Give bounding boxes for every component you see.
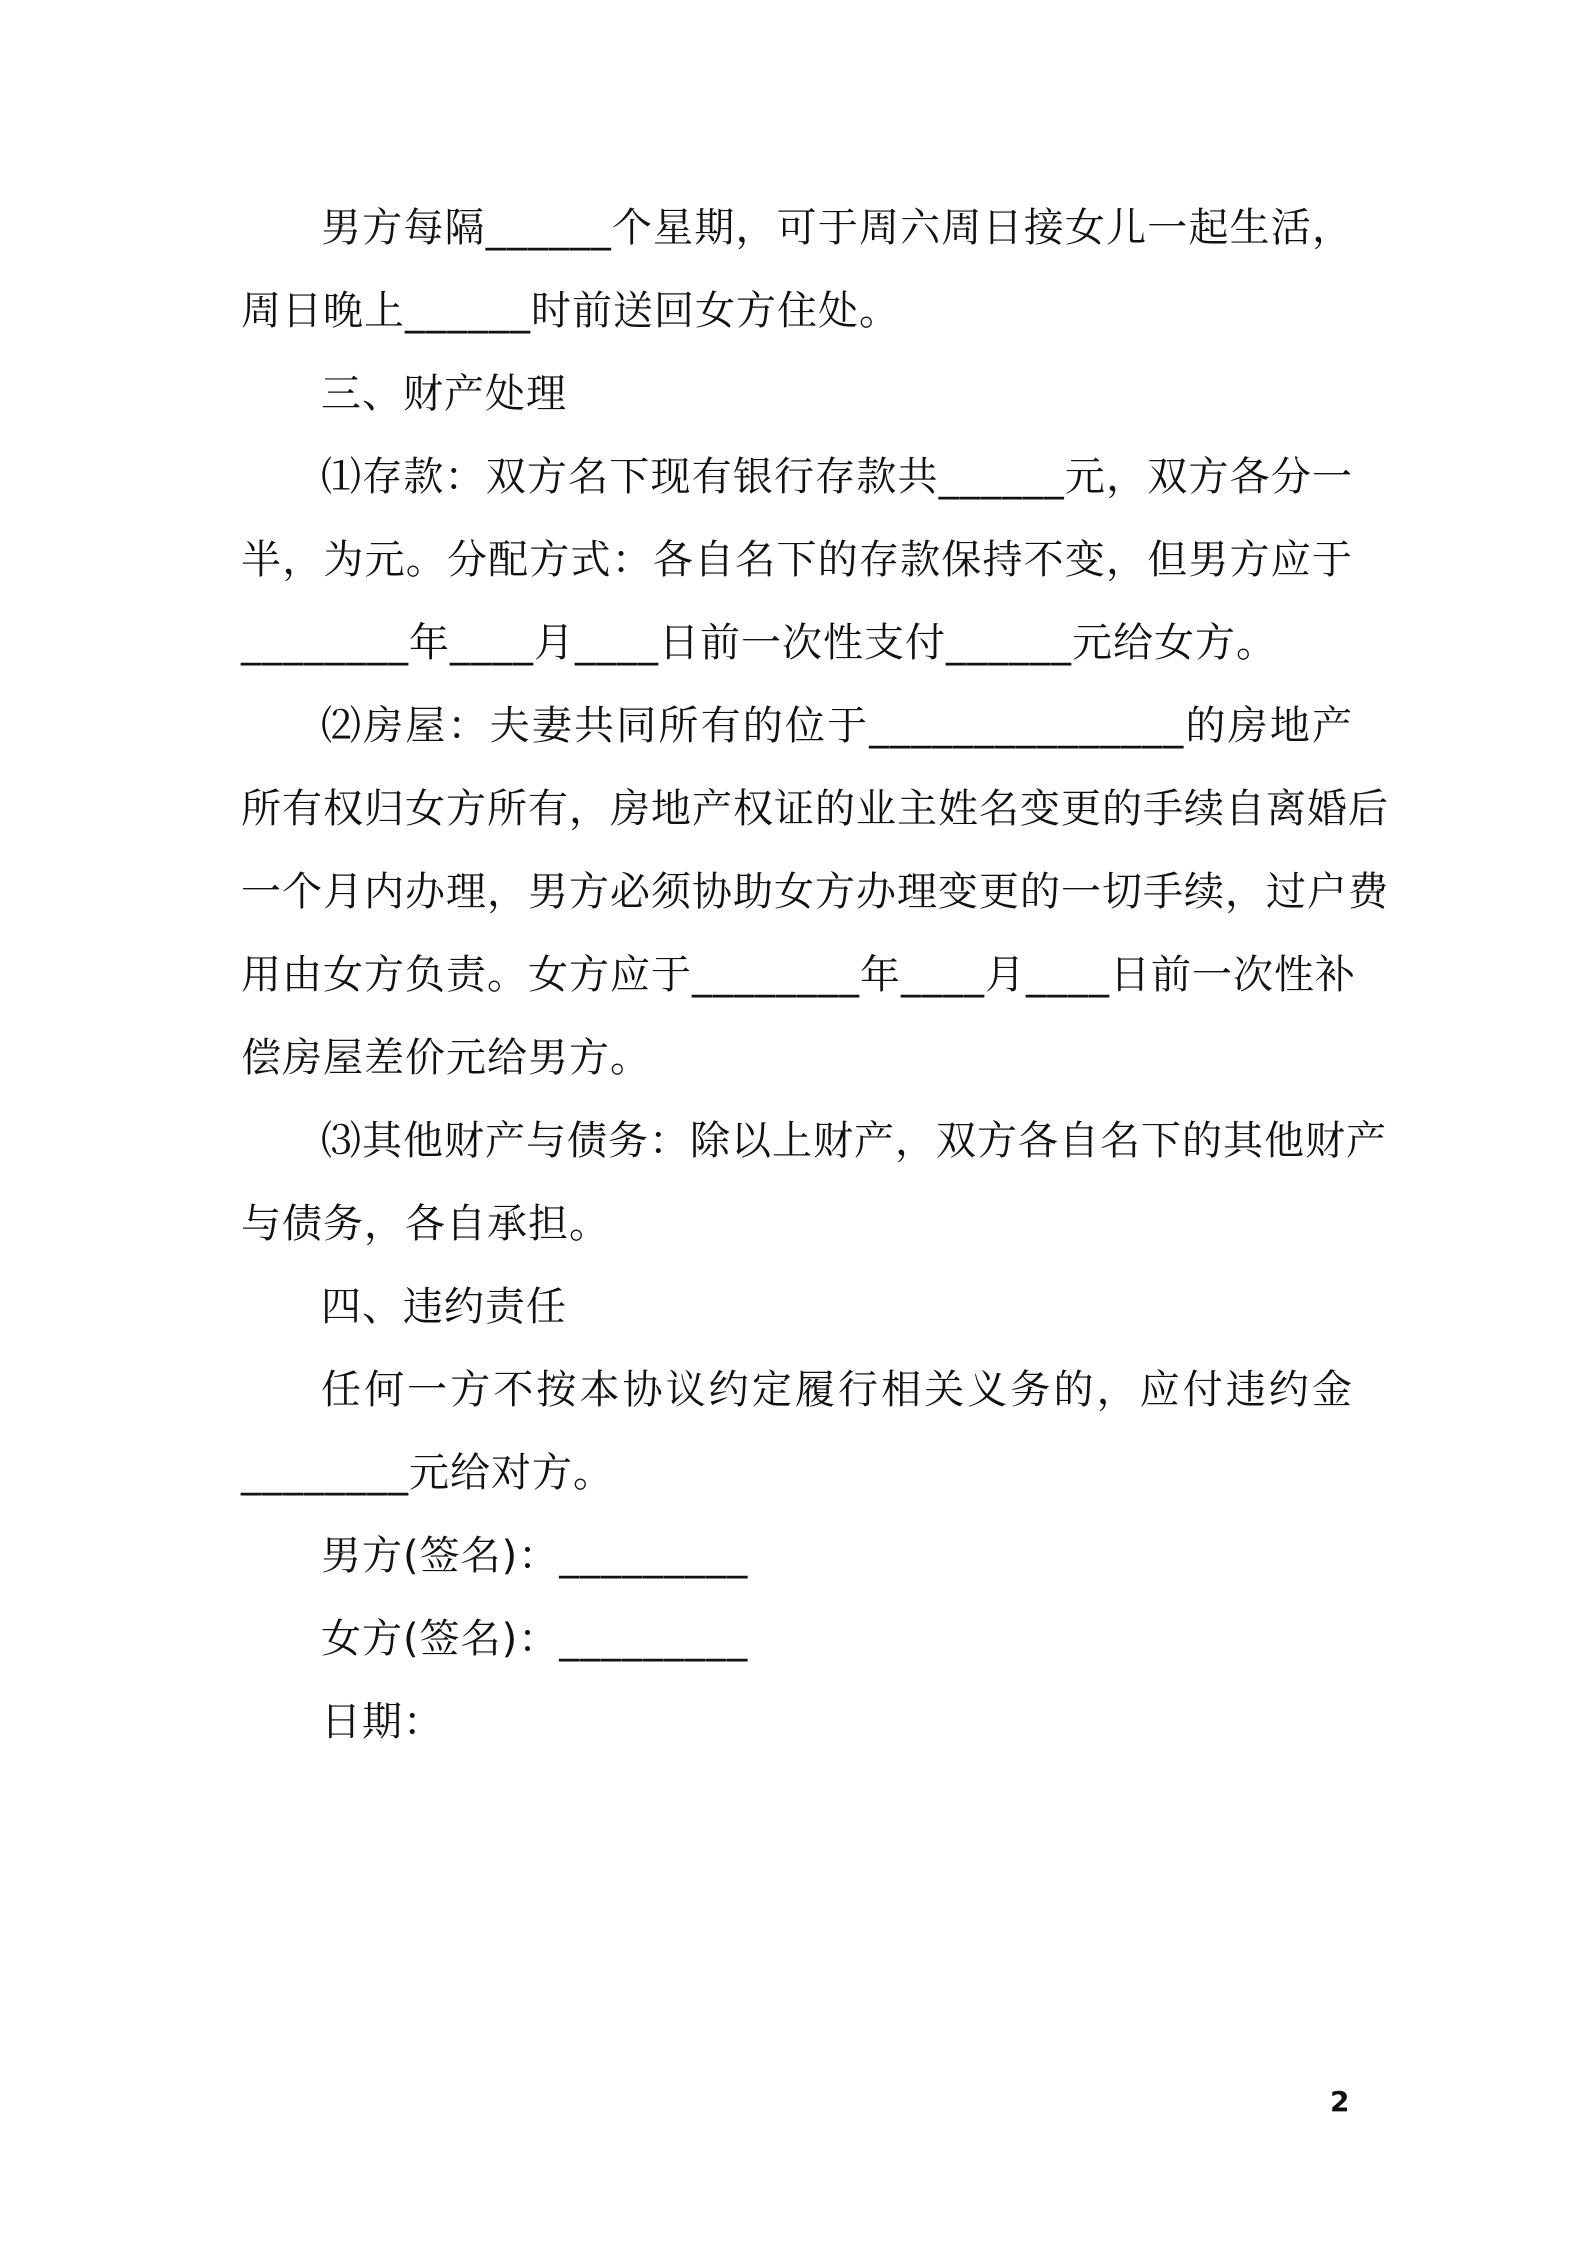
paragraph-line: 与债务，各自承担。	[241, 1201, 610, 1247]
paragraph-line: 偿房屋差价元给男方。	[241, 1035, 651, 1081]
signature-line-male: 男方(签名)：_________	[321, 1533, 749, 1579]
section-heading: 四、违约责任	[321, 1284, 567, 1330]
paragraph-line: 任何一方不按本协议约定履行相关义务的，应付违约金	[321, 1367, 1353, 1413]
document-body	[241, 187, 1389, 1764]
page-number: 2	[1330, 2085, 1350, 2118]
paragraph-line: ________元给对方。	[241, 1450, 614, 1496]
paragraph-line: ________年____月____日前一次性支付______元给女方。	[241, 620, 1277, 666]
date-line: 日期：	[321, 1699, 444, 1745]
section-heading: 三、财产处理	[321, 371, 567, 417]
paragraph-line: 周日晚上______时前送回女方住处。	[241, 288, 900, 334]
paragraph-line: 所有权归女方所有，房地产权证的业主姓名变更的手续自离婚后	[241, 786, 1389, 832]
signature-line-female: 女方(签名)：_________	[321, 1616, 749, 1662]
paragraph-line: ⑴存款：双方名下现有银行存款共______元，双方各分一	[321, 454, 1353, 500]
paragraph-line: ⑵房屋：夫妻共同所有的位于_______________的房地产	[321, 703, 1353, 749]
paragraph-line: 一个月内办理，男方必须协助女方办理变更的一切手续，过户费	[241, 869, 1389, 915]
paragraph-line: 用由女方负责。女方应于________年____月____日前一次性补	[241, 952, 1356, 998]
paragraph-line: ⑶其他财产与债务：除以上财产，双方各自名下的其他财产	[321, 1118, 1387, 1164]
paragraph-line: 男方每隔______个星期，可于周六周日接女儿一起生活，	[321, 205, 1353, 251]
paragraph-line: 半，为元。分配方式：各自名下的存款保持不变，但男方应于	[241, 537, 1353, 583]
